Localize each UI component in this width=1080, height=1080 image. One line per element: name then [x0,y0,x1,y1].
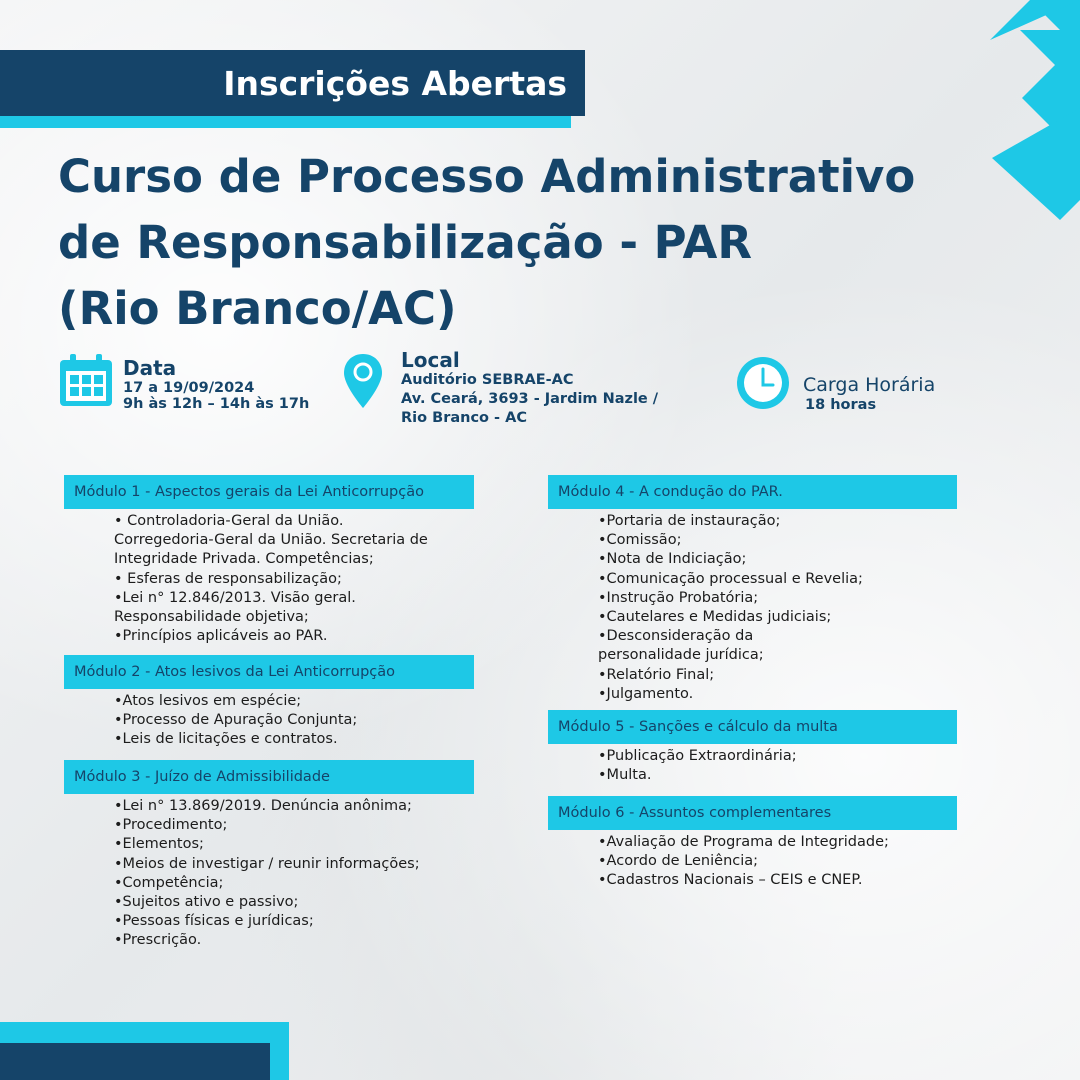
module-1-list [64,512,474,646]
list-item: •Pessoas físicas e jurídicas; [114,913,314,930]
list-item: •Atos lesivos em espécie; [114,693,302,709]
module-3-list [64,797,474,951]
course-title [58,144,1018,342]
banner-accent [0,114,571,128]
date-label: Data [123,356,177,380]
list-item: personalidade jurídica; [598,647,764,664]
list-item: •Comunicação processual e Revelia; [598,570,863,587]
list-item: •Nota de Indiciação; [598,551,747,568]
workload-info [803,374,935,415]
banner-text: Inscrições Abertas [223,63,567,103]
module-2-title: Módulo 2 - Atos lesivos da Lei Anticorrupção [64,655,474,689]
module-6-list [548,833,957,891]
list-item: •Multa. [598,767,652,784]
list-item: •Cautelares e Medidas judiciais; [598,609,832,626]
title-line-2: de Responsabilização - PAR [58,216,753,269]
workload-value: 18 horas [805,397,877,413]
list-item: •Lei n° 13.869/2019. Denúncia anônima; [114,798,412,814]
module-2-list [64,692,474,750]
list-item: •Cadastros Nacionais – CEIS e CNEP. [598,872,863,889]
list-item: •Comissão; [598,532,682,549]
list-item: Responsabilidade objetiva; [114,609,309,626]
location-label: Local [401,348,460,372]
list-item: Corregedoria-Geral da União. Secretaria de [114,532,428,549]
list-item: •Prescrição. [114,932,202,949]
list-item: •Sujeitos ativo e passivo; [114,894,299,911]
list-item: •Processo de Apuração Conjunta; [114,712,358,729]
list-item: •Julgamento. [598,685,694,702]
module-6 [548,796,957,891]
module-3 [64,760,474,951]
list-item: •Acordo de Leniência; [598,853,759,870]
clock-icon [735,355,791,411]
module-6-title: Módulo 6 - Assuntos complementares [548,796,957,830]
module-5-title: Módulo 5 - Sanções e cálculo da multa [548,710,957,744]
location-venue: Auditório SEBRAE-AC [401,372,574,388]
module-4-title: Módulo 4 - A condução do PAR. [548,475,957,509]
date-info [123,357,309,414]
list-item: •Portaria de instauração; [598,513,781,529]
location-pin-icon [342,352,384,410]
list-item: •Relatório Final; [598,666,715,683]
location-address: Av. Ceará, 3693 - Jardim Nazle / [401,391,659,407]
list-item: • Esferas de responsabilização; [114,570,342,587]
calendar-icon [58,352,114,408]
footer-bar [0,1043,270,1080]
list-item: •Procedimento; [114,817,228,834]
list-item: •Lei n° 12.846/2013. Visão geral. [114,589,356,606]
list-item: Integridade Privada. Competências; [114,551,374,568]
list-item: •Avaliação de Programa de Integridade; [598,834,889,850]
module-1-title: Módulo 1 - Aspectos gerais da Lei Anticorrupção [64,475,474,509]
title-line-3: (Rio Branco/AC) [58,282,457,335]
list-item: •Princípios aplicáveis ao PAR. [114,628,328,645]
registration-banner [0,50,585,116]
list-item: •Instrução Probatória; [598,589,759,606]
module-5 [548,710,957,785]
module-4 [548,475,957,704]
list-item: •Publicação Extraordinária; [598,748,797,764]
module-5-list [548,747,957,785]
list-item: •Meios de investigar / reunir informações; [114,855,420,872]
date-range: 17 a 19/09/2024 [123,380,255,396]
title-line-1: Curso de Processo Administrativo [58,150,916,203]
module-2 [64,655,474,750]
module-3-title: Módulo 3 - Juízo de Admissibilidade [64,760,474,794]
list-item: •Elementos; [114,836,204,853]
list-item: •Leis de licitações e contratos. [114,731,338,748]
location-info [401,349,658,428]
location-city: Rio Branco - AC [401,410,527,426]
list-item: • Controladoria-Geral da União. [114,513,344,529]
module-4-list [548,512,957,704]
module-1 [64,475,474,646]
list-item: •Competência; [114,874,224,891]
workload-label: Carga Horária [803,374,936,396]
date-hours: 9h às 12h – 14h às 17h [123,396,310,412]
list-item: •Desconsideração da [598,628,754,645]
